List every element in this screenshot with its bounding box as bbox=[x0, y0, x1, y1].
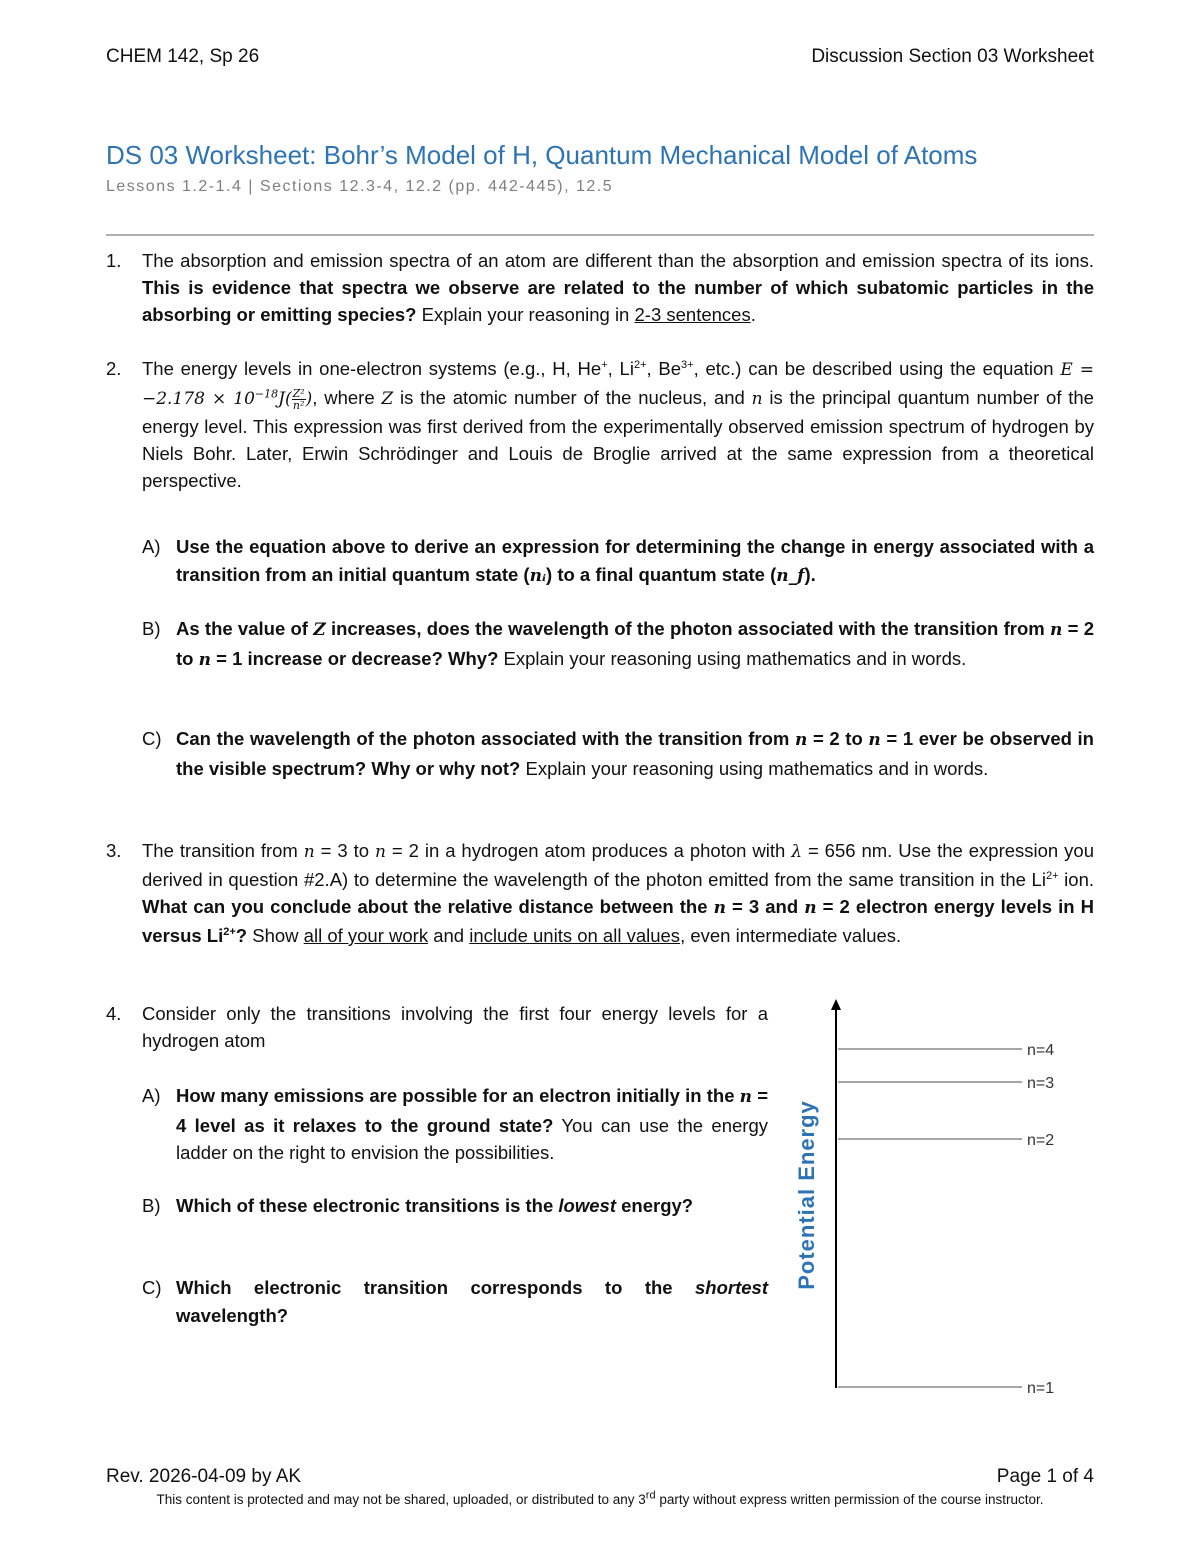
subquestion-text: Can the wavelength of the photon associated with the transition from n = 2 to n = 1 ever be observed in the visible spectrum? Why or why not? Explain your reasoning using mathematics and in words. bbox=[176, 728, 1094, 779]
subquestion-label: B) bbox=[142, 618, 161, 639]
axis-arrowhead-icon bbox=[831, 999, 841, 1010]
level-label-n4: n=4 bbox=[1027, 1042, 1055, 1059]
header-doc-title: Discussion Section 03 Worksheet bbox=[811, 46, 1094, 67]
question-2a bbox=[142, 533, 1094, 590]
page-subtitle: Lessons 1.2-1.4 | Sections 12.3-4, 12.2 (pp. 442-445), 12.5 bbox=[106, 178, 614, 195]
subquestion-label: A) bbox=[142, 536, 161, 557]
question-text: Consider only the transitions involving the first four energy levels for a hydrogen atom bbox=[142, 1003, 768, 1051]
subquestion-text: Which electronic transition corresponds to the shortest wavelength? bbox=[176, 1277, 768, 1326]
footer-page-number: Page 1 of 4 bbox=[996, 1466, 1094, 1487]
footer-revision: Rev. 2026-04-09 by AK bbox=[106, 1466, 302, 1487]
question-text: The energy levels in one-electron systems (e.g., H, He+, $Li^{2+}$, $Be^{3+}$, etc.) can be described using the equation $E = -2.178 \times 10^{-18}J$( $\frac{\text{Z²}}{\text{n²}}$ ), where Z is the atomic number of the nucleus, and n is the principal quantum number of the energy level. This expression was first derived from the experimentally observed emission spectrum of hydrogen by Niels Bohr. Later, Erwin Schrödinger and Louis de Broglie arrived at the same expression from a theoretical perspective. bbox=[142, 358, 1095, 491]
energy-equation: $E = -2.178 \times 10^{-18}J$( $\frac{\text{Z²}}{\text{n²}}$ ) bbox=[142, 360, 1095, 412]
question-text: The absorption and emission spectra of an atom are different than the absorption and emission spectra of its ions. This is evidence that spectra we observe are related to the number of which subatomic particles in the absorbing or emitting species? Explain your reasoning in 2-3 sentences. bbox=[142, 250, 1094, 325]
title-divider bbox=[106, 234, 1094, 236]
energy-ladder-diagram bbox=[790, 995, 1090, 1405]
subquestion-label: A) bbox=[142, 1085, 161, 1106]
subquestion-text: Which of these electronic transitions is the lowest energy? bbox=[176, 1195, 694, 1216]
question-3 bbox=[106, 837, 1094, 949]
question-4a bbox=[142, 1082, 768, 1167]
question-4c bbox=[142, 1274, 768, 1329]
question-number: 4. bbox=[106, 1003, 122, 1024]
question-2c bbox=[142, 725, 1094, 782]
level-label-n3: n=3 bbox=[1027, 1075, 1055, 1092]
question-number: 3. bbox=[106, 840, 122, 861]
subquestion-label: B) bbox=[142, 1195, 161, 1216]
question-4b bbox=[142, 1192, 768, 1220]
subquestion-text: As the value of Z increases, does the wavelength of the photon associated with the transition from n = 2 to n = 1 increase or decrease? Why? Explain your reasoning using mathematics and in words. bbox=[176, 618, 1095, 670]
question-number: 2. bbox=[106, 358, 122, 379]
question-number: 1. bbox=[106, 250, 122, 271]
question-2 bbox=[106, 355, 1094, 494]
question-text: The transition from n = 3 to n = 2 in a hydrogen atom produces a photon with λ = 656 nm. Use the expression you derived in question #2.A) to determine the wavelength of the photon emitted from the same transition in the $Li^{2+}$ ion. What can you conclude about the relative distance between the n = 3 and n = 2 electron energy levels in H versus $Li^{2+}$? Show all of your work and include units on all values, even intermediate values. bbox=[142, 840, 1094, 946]
question-4 bbox=[106, 1000, 768, 1054]
axis-label-potential-energy: Potential Energy bbox=[794, 1100, 819, 1290]
subquestion-text: Use the equation above to derive an expression for determining the change in energy associated with a transition from an initial quantum state (nᵢ) to a final quantum state (n_f). bbox=[176, 536, 1094, 586]
subquestion-text: How many emissions are possible for an electron initially in the n = 4 level as it relaxes to the ground state? You can use the energy ladder on the right to envision the possibilities. bbox=[176, 1085, 768, 1163]
subquestion-label: C) bbox=[142, 1277, 162, 1298]
question-1 bbox=[106, 247, 1094, 328]
subquestion-label: C) bbox=[142, 728, 162, 749]
level-label-n1: n=1 bbox=[1027, 1380, 1055, 1397]
footer-copyright-note: This content is protected and may not be shared, uploaded, or distributed to any 3rd party without express written permission of the course instructor. bbox=[156, 1489, 1044, 1507]
question-2b bbox=[142, 615, 1094, 674]
page-title: DS 03 Worksheet: Bohr’s Model of H, Quantum Mechanical Model of Atoms bbox=[106, 140, 978, 170]
header-course: CHEM 142, Sp 26 bbox=[106, 46, 260, 67]
level-label-n2: n=2 bbox=[1027, 1132, 1055, 1149]
